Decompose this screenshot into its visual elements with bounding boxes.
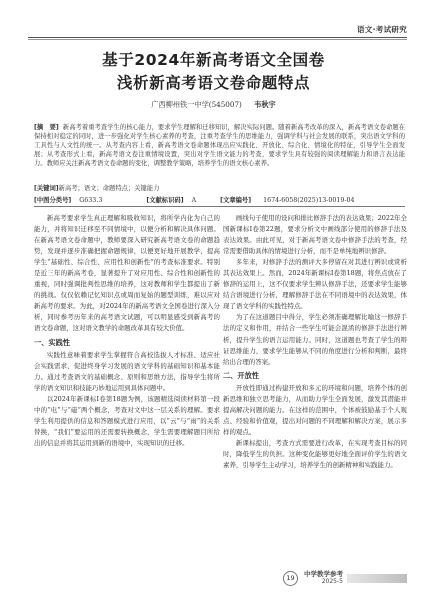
rhetoric-paragraph-1: 画线句子使用的设问和排比修辞手法的表达效果；2022年全国新课标Ⅰ卷第22题，要求分析文中画线部分使用的修辞手法及表达效果。由此可见，对于新高考语文卷中修辞手法的考查，经常需要借助具体的情境进行分析，而不是单纯地辨识修辞。 (223, 214, 407, 256)
author-line (0, 100, 427, 110)
doc-code-field (146, 195, 196, 204)
journal-issue: 2025-5 (321, 578, 343, 585)
left-column (34, 213, 220, 449)
article-title-line1: 基于2024年新高考语文全国卷 (102, 51, 325, 69)
clc-field (34, 195, 102, 204)
rhetoric-paragraph-2: 多年来，对修辞手法的测评大多停留在对其进行辨识或赏析其表达效果上。然而，2024年新课标Ⅰ卷第18题，将焦点放在了修辞的运用上，这不仅要求学生辨认修辞手法，还要求学生能够结合语境进行分析，理解修辞手法在不同语境中的表达效果，体现了语文学科的实践性特点。 (223, 258, 407, 311)
abstract (34, 123, 405, 168)
classification-row (34, 195, 405, 204)
example-paragraph: 以2024年新课标Ⅰ卷第18题为例，该题精选阅读材料第一段中的“电”与“磁”两个概念，考查对文中这一层关系的理解。要求学生利用提供的信息和答题模式进行应用，以“云”与“雨”的关系替换，“我们”要运用的还需要转换概念，学生需要理解题目所给出的信息并将其运用到新的语境中，实现知识的迁移。 (34, 394, 220, 447)
footer-decoration (347, 574, 407, 583)
openness-paragraph-1: 开放性即通过构建开放和多元的环境和问题，培养个体的创新思维和独立思考能力，从而助力学生全面发展，激发其潜能并提高解决问题的能力。在这样的范围中，个体被鼓励基于个人观点、经验和价值观，提出对问题的不同理解和解决方案，展示多样的观点。 (223, 383, 407, 436)
meta-divider (34, 206, 405, 207)
doc-code-label: [文献标识码] (146, 197, 184, 204)
doc-code-value: A (191, 197, 197, 204)
clc-label: [中图分类号] (34, 197, 72, 204)
section-header: 语文·考试研究 (357, 25, 407, 34)
header-divider-thin (28, 39, 407, 40)
rhetoric-paragraph-3: 为了在这道题目中得分，学生必须准确理解比喻这一修辞手法的定义和作用，并结合一些学生可能会混淆的修辞手法进行辨析，提升学生的语言运用能力。同时，这道题也考查了学生的辩证思维能力，要求学生能够从不同的角度进行分析和判断，最终给出合理的答案。 (223, 313, 407, 366)
section-heading-openness: 二、开放性 (223, 370, 259, 380)
openness-paragraph-2: 新课标提出，考查方式需要进行改革，在实现考查目标的同时，降低学生的负担。这种变化能够更好地全面评价学生的语文素养，引导学生主动学习，培养学生的创新精神和实践能力。 (223, 438, 407, 470)
keywords (34, 183, 405, 192)
abstract-text: 新高考着重考查学生的核心能力，要求学生理解和迁移知识，解决实际问题。随着新高考改革的深入，新高考语文卷命题在保持相对稳定的同时，进一步强化对学生核心素养的考查，注重考查学生的思维能力，强调学科与社会发展的联系，突出语文学科的工具性与人文性的统一。从考查内容上看，新高考语文卷命题体现出应实践化、开放化、综合化、情境化的特征，引导学生全面发展；从考查形式上看，新高考语文卷注重情境设置，突出对学生语文能力的考查，要求学生具有较强的阅读理解能力和语言表达能力。教师应关注新高考语文卷命题的变化，调整教学策略，培养学生的语文核心素养。 (34, 124, 405, 168)
section-heading-practicality: 一、实践性 (34, 337, 70, 347)
author-name: 韦秋宇 (254, 100, 276, 109)
keywords-label: [关键词] (34, 185, 59, 192)
author-affiliation: 广西柳州铁一中学(545007) (151, 100, 242, 109)
clc-value: G633.3 (79, 197, 103, 204)
page-number: 19 (283, 571, 298, 586)
practicality-paragraph: 实践性意味着要求学生掌握符合高校选拔人才标准、适应社会实践需求、促进终身学习发展的语文学科的基础知识和基本能力。通过考查语文的基础概念、原则和思维方法，指导学生将所学的语文知识和技能巧妙地运用到具体问题中。 (34, 350, 220, 392)
journal-name: 中学教学参考 (304, 570, 343, 578)
abstract-label: [摘 要] (34, 124, 59, 131)
keywords-text: 新高考；语文；命题特点；关键能力 (58, 185, 160, 192)
journal-info (304, 570, 343, 586)
article-id-value: 1674-6058(2025)13-0019-04 (263, 197, 355, 204)
page-footer (283, 570, 407, 586)
article-id-field (220, 195, 354, 204)
article-id-label: [文章编号] (220, 197, 252, 204)
header-divider (28, 37, 407, 38)
intro-paragraph: 新高考要求学生真正理解和吸收知识，将所学内化为自己的能力，并将知识迁移至不同情境中，以便分析和解决具体问题。在新高考语文卷命题中，教师要深入研究新高考语文卷的命题趋势，发现并逐步准确把握命题规律，以便更好地开展教学，提高学生“基础性、综合性、应用性和创新性”的考查标准要求。特别是近三年的新高考卷，显著提升了对应用性、综合性和创新性的重视，同时强调批判性思维的培养，这对教师和学生都提出了新的挑战。仅仅依赖记忆知识点或周而复始的题型训练，难以应对新高考的要求。为此，对2024年的新高考语文全国卷进行深入分析，同时参考历年来的高考语文试题，可以明显感受到新高考的语文卷命题，这对语文教学的命题改革具有较大价值。 (34, 214, 220, 333)
article-title-line2: 浅析新高考语文卷命题特点 (116, 74, 311, 92)
right-column (223, 213, 407, 471)
